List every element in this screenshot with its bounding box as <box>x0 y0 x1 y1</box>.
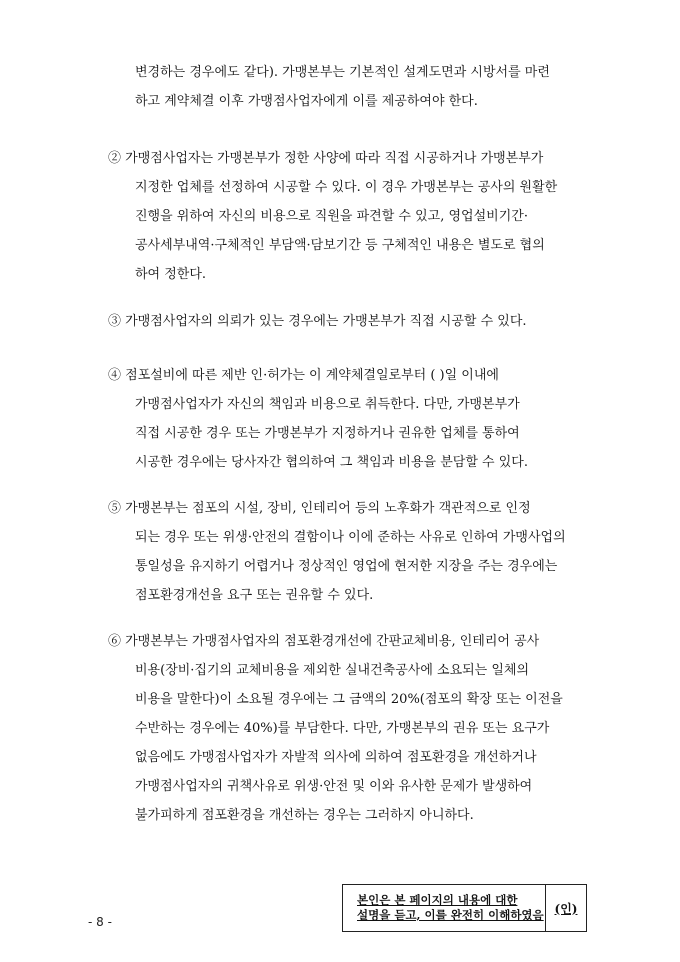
text-line: 되는 경우 또는 위생·안전의 결함이나 이에 준하는 사유로 인하여 가맹사업의 <box>135 530 566 545</box>
page-number: - 8 - <box>88 915 112 929</box>
text-line: 직접 시공한 경우 또는 가맹본부가 지정하거나 권유한 업체를 통하여 <box>135 426 520 441</box>
text-line: 공사세부내역·구체적인 부담액·담보기간 등 구체적인 내용은 별도로 협의 <box>135 238 545 253</box>
confirmation-box <box>342 884 587 932</box>
confirmation-line-1: 본인은 본 페이지의 내용에 대한 <box>357 893 518 907</box>
confirmation-text <box>343 885 546 931</box>
clause-6: ⑥ 가맹본부는 가맹점사업자의 점포환경개선에 간판교체비용, 인테리어 공사 <box>108 634 540 649</box>
text-line: 하여 정한다. <box>135 267 207 282</box>
clause-4: ④ 점포설비에 따른 제반 인·허가는 이 계약체결일로부터 ( )일 이내에 <box>108 368 499 383</box>
text-line: 수반하는 경우에는 40%)를 부담한다. 다만, 가맹본부의 권유 또는 요구가 <box>135 721 550 736</box>
text-line: 지정한 업체를 선정하여 시공할 수 있다. 이 경우 가맹본부는 공사의 원활한 <box>135 180 558 195</box>
text-line: 비용을 말한다)이 소요될 경우에는 그 금액의 20%(점포의 확장 또는 이전을 <box>135 692 563 707</box>
seal-label: (인) <box>554 901 578 916</box>
text-line: 하고 계약체결 이후 가맹점사업자에게 이를 제공하여야 한다. <box>135 94 478 109</box>
confirmation-line-2: 설명을 듣고, 이를 완전히 이해하였음 <box>357 908 544 922</box>
text-line: 불가피하게 점포환경을 개선하는 경우는 그러하지 아니하다. <box>135 808 474 823</box>
text-line: 가맹점사업자가 자신의 책임과 비용으로 취득한다. 다만, 가맹본부가 <box>135 397 520 412</box>
text-line: 변경하는 경우에도 같다). 가맹본부는 기본적인 설계도면과 시방서를 마련 <box>135 65 550 80</box>
text-line: 진행을 위하여 자신의 비용으로 직원을 파견할 수 있고, 영업설비기간· <box>135 209 528 224</box>
seal-field[interactable] <box>546 885 586 931</box>
clause-2: ② 가맹점사업자는 가맹본부가 정한 사양에 따라 직접 시공하거나 가맹본부가 <box>108 151 544 166</box>
text-line: 점포환경개선을 요구 또는 권유할 수 있다. <box>135 588 374 603</box>
clause-5: ⑤ 가맹본부는 점포의 시설, 장비, 인테리어 등의 노후화가 객관적으로 인정 <box>108 501 531 516</box>
text-line: 시공한 경우에는 당사자간 협의하여 그 책임과 비용을 분담할 수 있다. <box>135 455 528 470</box>
text-line: 없음에도 가맹점사업자가 자발적 의사에 의하여 점포환경을 개선하거나 <box>135 750 537 765</box>
text-line: 통일성을 유지하기 어렵거나 정상적인 영업에 현저한 지장을 주는 경우에는 <box>135 559 558 574</box>
clause-3: ③ 가맹점사업자의 의뢰가 있는 경우에는 가맹본부가 직접 시공할 수 있다. <box>108 314 527 329</box>
text-line: 비용(장비·집기의 교체비용을 제외한 실내건축공사에 소요되는 일체의 <box>135 663 530 678</box>
text-line: 가맹점사업자의 귀책사유로 위생·안전 및 이와 유사한 문제가 발생하여 <box>135 779 533 794</box>
